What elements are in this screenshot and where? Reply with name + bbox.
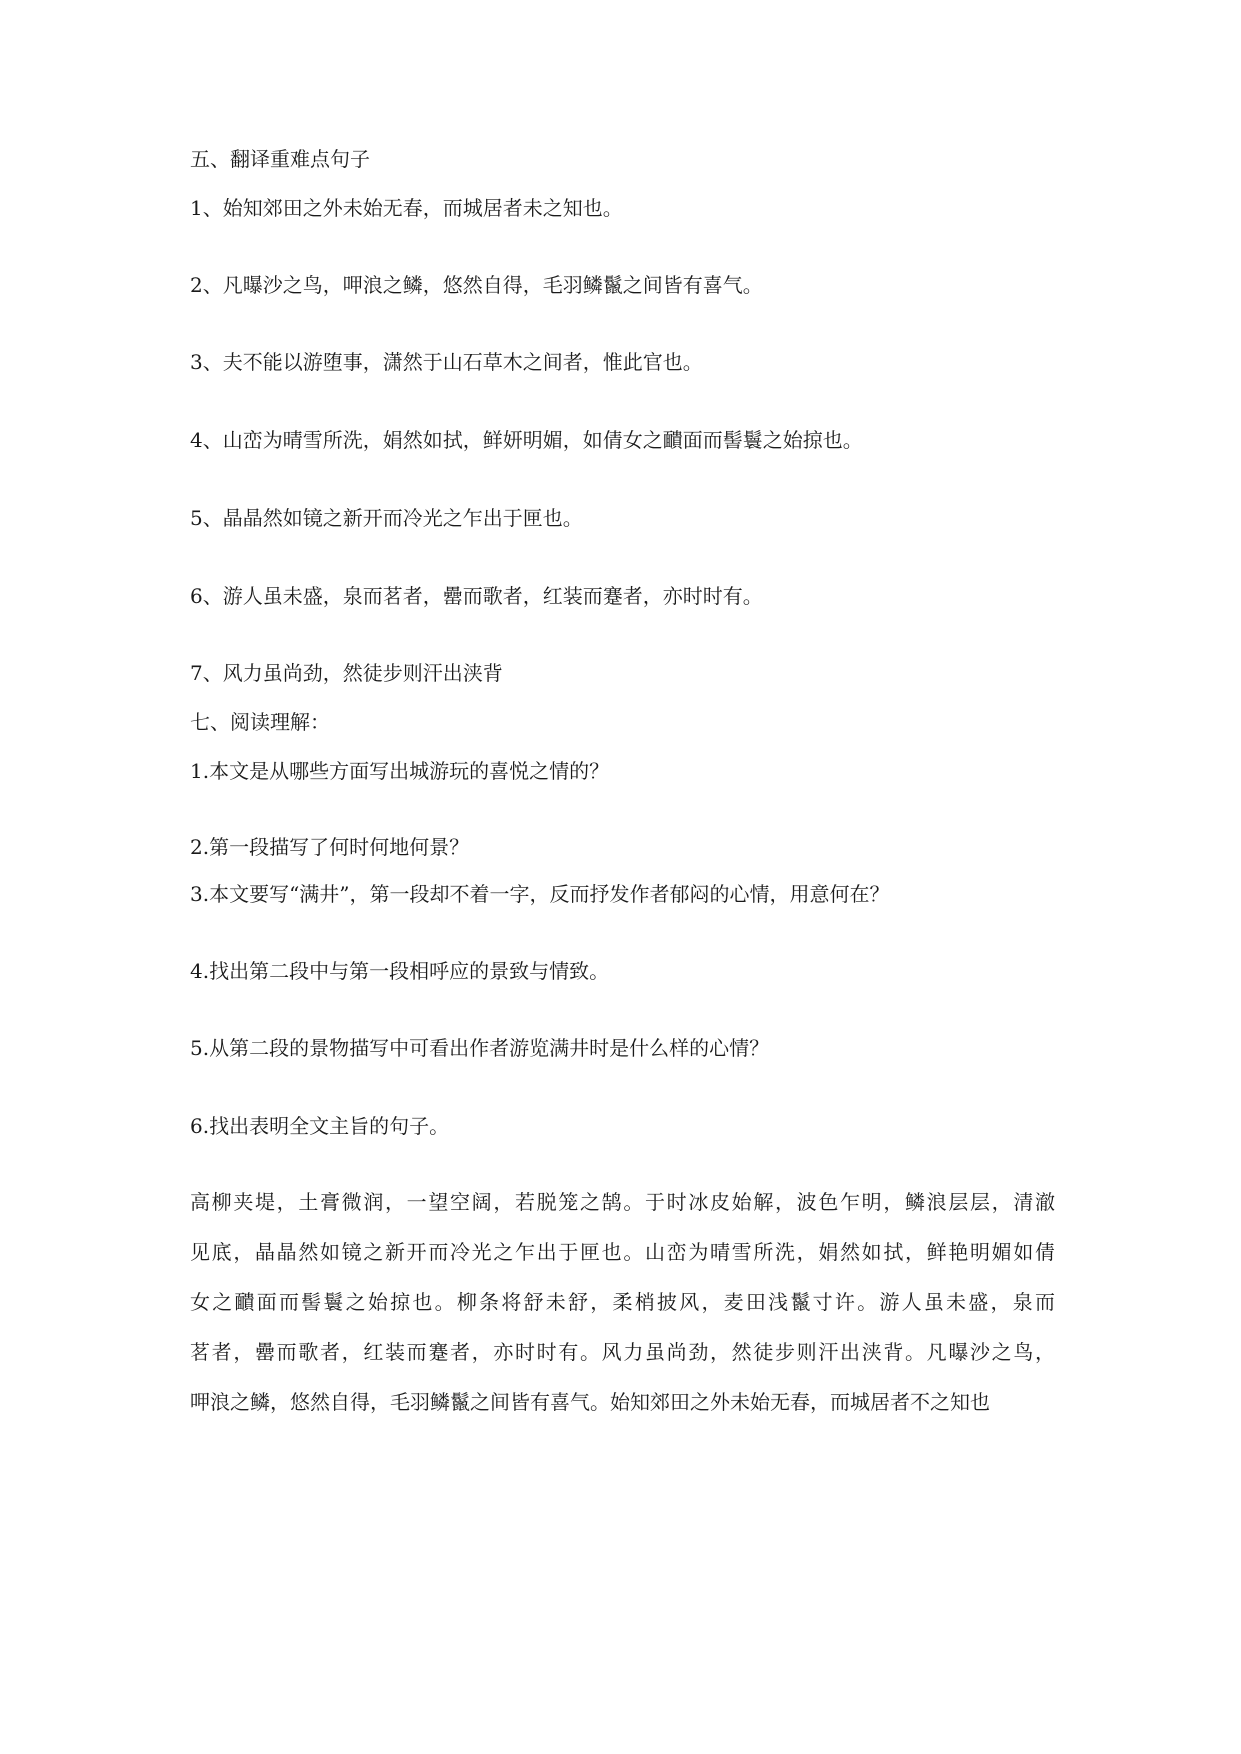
passage-line-4: 茗者，罍而歌者，红装而蹇者，亦时时有。风力虽尚劲，然徒步则汗出浃背。凡曝沙之鸟， (190, 1340, 1055, 1364)
reading-question-1: 1.本文是从哪些方面写出城游玩的喜悦之情的？ (190, 759, 610, 783)
reading-question-2: 2.第一段描写了何时何地何景？ (190, 835, 470, 859)
reading-question-4: 4.找出第二段中与第一段相呼应的景致与情致。 (190, 959, 610, 983)
reading-question-6: 6.找出表明全文主旨的句子。 (190, 1114, 450, 1138)
passage-line-3: 女之靧面而髻鬟之始掠也。柳条将舒未舒，柔梢披风，麦田浅鬣寸许。游人虽未盛，泉而 (190, 1290, 1055, 1314)
translation-item-6: 6、游人虽未盛，泉而茗者，罍而歌者，红装而蹇者，亦时时有。 (190, 584, 763, 608)
translation-item-4: 4、山峦为晴雪所洗，娟然如拭，鲜妍明媚，如倩女之靧面而髻鬟之始掠也。 (190, 428, 863, 452)
translation-item-2: 2、凡曝沙之鸟，呷浪之鳞，悠然自得，毛羽鳞鬣之间皆有喜气。 (190, 273, 763, 297)
translation-item-3: 3、夫不能以游堕事，潇然于山石草木之间者，惟此官也。 (190, 350, 703, 374)
translation-item-5: 5、晶晶然如镜之新开而冷光之乍出于匣也。 (190, 506, 583, 530)
passage-line-1: 高柳夹堤，土膏微润，一望空阔，若脱笼之鹄。于时冰皮始解，波色乍明，鳞浪层层，清澈 (190, 1190, 1055, 1214)
passage-line-2: 见底，晶晶然如镜之新开而冷光之乍出于匣也。山峦为晴雪所洗，娟然如拭，鲜艳明媚如倩 (190, 1240, 1055, 1264)
section-7-heading: 七、阅读理解： (190, 710, 330, 734)
section-5-heading: 五、翻译重难点句子 (190, 147, 370, 171)
reading-question-3: 3.本文要写“满井”，第一段却不着一字，反而抒发作者郁闷的心情，用意何在？ (190, 882, 890, 906)
passage-line-5: 呷浪之鳞，悠然自得，毛羽鳞鬣之间皆有喜气。始知郊田之外未始无春，而城居者不之知也 (190, 1390, 990, 1414)
translation-item-7: 7、风力虽尚劲，然徒步则汗出浃背 (190, 661, 503, 685)
reading-question-5: 5.从第二段的景物描写中可看出作者游览满井时是什么样的心情？ (190, 1036, 770, 1060)
translation-item-1: 1、始知郊田之外未始无春，而城居者未之知也。 (190, 196, 623, 220)
